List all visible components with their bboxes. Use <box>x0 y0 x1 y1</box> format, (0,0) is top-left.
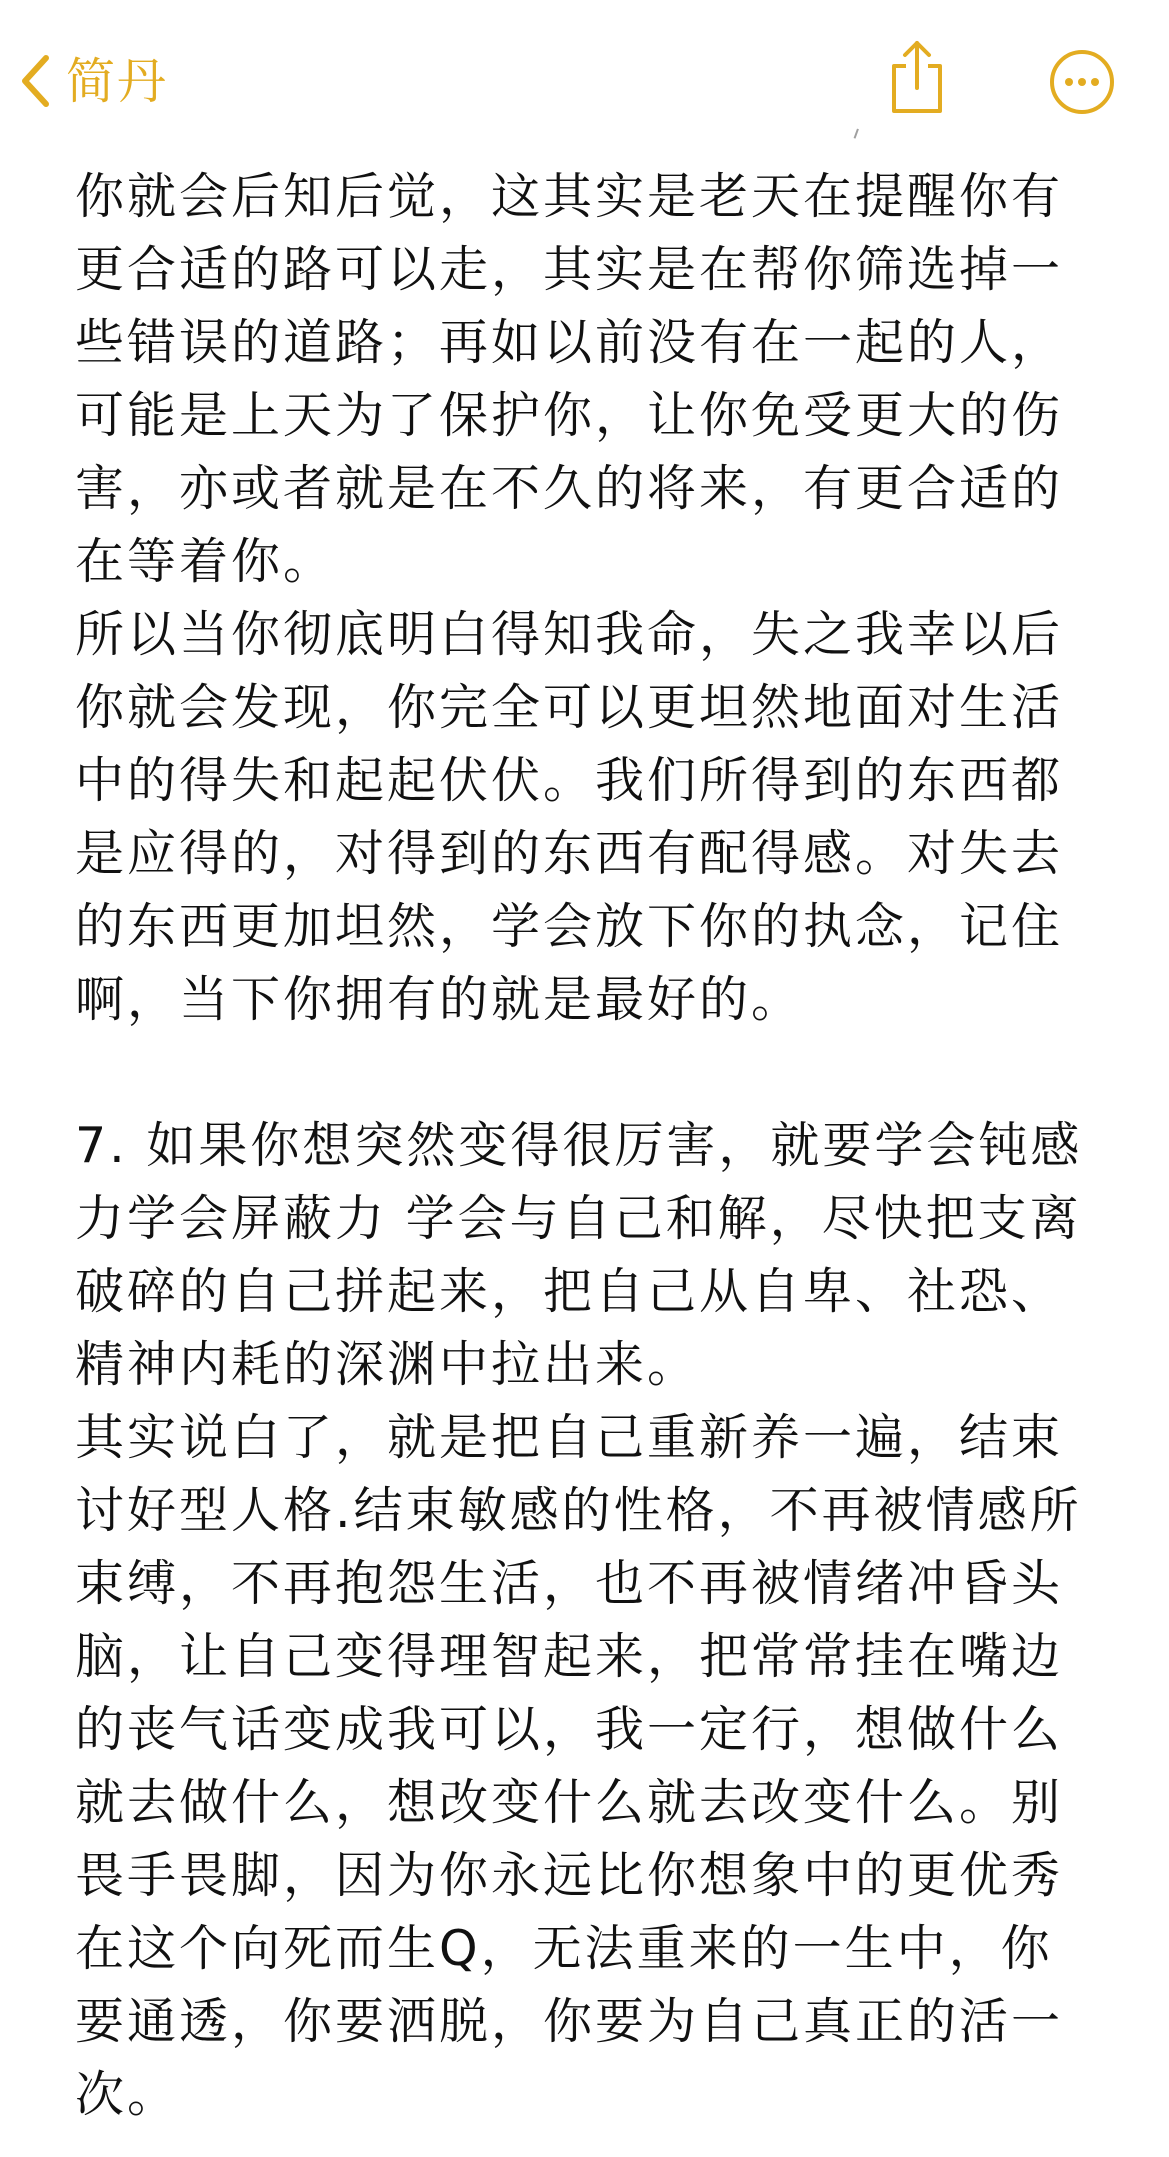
content-line-6: 在等着你。 <box>75 533 336 590</box>
content-line-1: 你就会后知后觉，这其实是老天在提醒你有 <box>75 168 1064 225</box>
share-button[interactable] <box>886 36 948 118</box>
content-line-14: 力学会屏蔽力 学会与自己和解，尽快把支离 <box>75 1190 1082 1247</box>
back-button[interactable] <box>18 44 168 118</box>
content-line-20: 脑，让自己变得理智起来，把常常挂在嘴边 <box>75 1628 1064 1685</box>
content-line-21: 的丧气话变成我可以，我一定行，想做什么 <box>75 1701 1064 1758</box>
content-line-17: 其实说白了，就是把自己重新养一遍，结束 <box>75 1409 1064 1466</box>
content-line-2: 更合适的路可以走，其实是在帮你筛选掉一 <box>75 241 1064 298</box>
share-icon <box>886 36 948 118</box>
content-line-24: 在这个向死而生Q，无法重来的一生中，你 <box>75 1920 1053 1977</box>
content-line-8: 你就会发现，你完全可以更坦然地面对生活 <box>75 679 1064 736</box>
back-label: 简丹 <box>66 52 169 110</box>
content-line-12: 啊，当下你拥有的就是最好的。 <box>75 971 804 1028</box>
content-line-23: 畏手畏脚，因为你永远比你想象中的更优秀 <box>75 1847 1064 1904</box>
content-line-15: 破碎的自己拼起来，把自己从自卑、社恐、 <box>75 1263 1064 1320</box>
content-blank-line <box>75 1036 1100 1109</box>
more-icon <box>1048 48 1116 116</box>
content-line-13: 7. 如果你想突然变得很厉害，就要学会钝感 <box>75 1117 1083 1174</box>
chevron-left-icon <box>18 52 52 110</box>
content-line-11: 的东西更加坦然，学会放下你的执念，记住 <box>75 898 1064 955</box>
content-line-25: 要通透，你要洒脱，你要为自己真正的活一 <box>75 1993 1064 2050</box>
more-button[interactable] <box>1048 48 1116 116</box>
content-line-4: 可能是上天为了保护你，让你免受更大的伤 <box>75 387 1064 444</box>
content-line-10: 是应得的，对得到的东西有配得感。对失去 <box>75 825 1064 882</box>
content-line-22: 就去做什么，想改变什么就去改变什么。别 <box>75 1774 1064 1831</box>
content-line-3: 些错误的道路；再如以前没有在一起的人， <box>75 314 1064 371</box>
content-line-5: 害，亦或者就是在不久的将来，有更合适的 <box>75 460 1064 517</box>
content-line-18: 讨好型人格.结束敏感的性格，不再被情感所 <box>75 1482 1082 1539</box>
content-line-7: 所以当你彻底明白得知我命，失之我幸以后 <box>75 606 1064 663</box>
content-line-16: 精神内耗的深渊中拉出来。 <box>75 1336 700 1393</box>
content-line-26: 次。 <box>75 2066 180 2123</box>
navigation-bar <box>0 0 1169 165</box>
content-line-19: 束缚，不再抱怨生活，也不再被情绪冲昏头 <box>75 1555 1064 1612</box>
note-content <box>75 160 1100 2131</box>
content-line-9: 中的得失和起起伏伏。我们所得到的东西都 <box>75 752 1064 809</box>
